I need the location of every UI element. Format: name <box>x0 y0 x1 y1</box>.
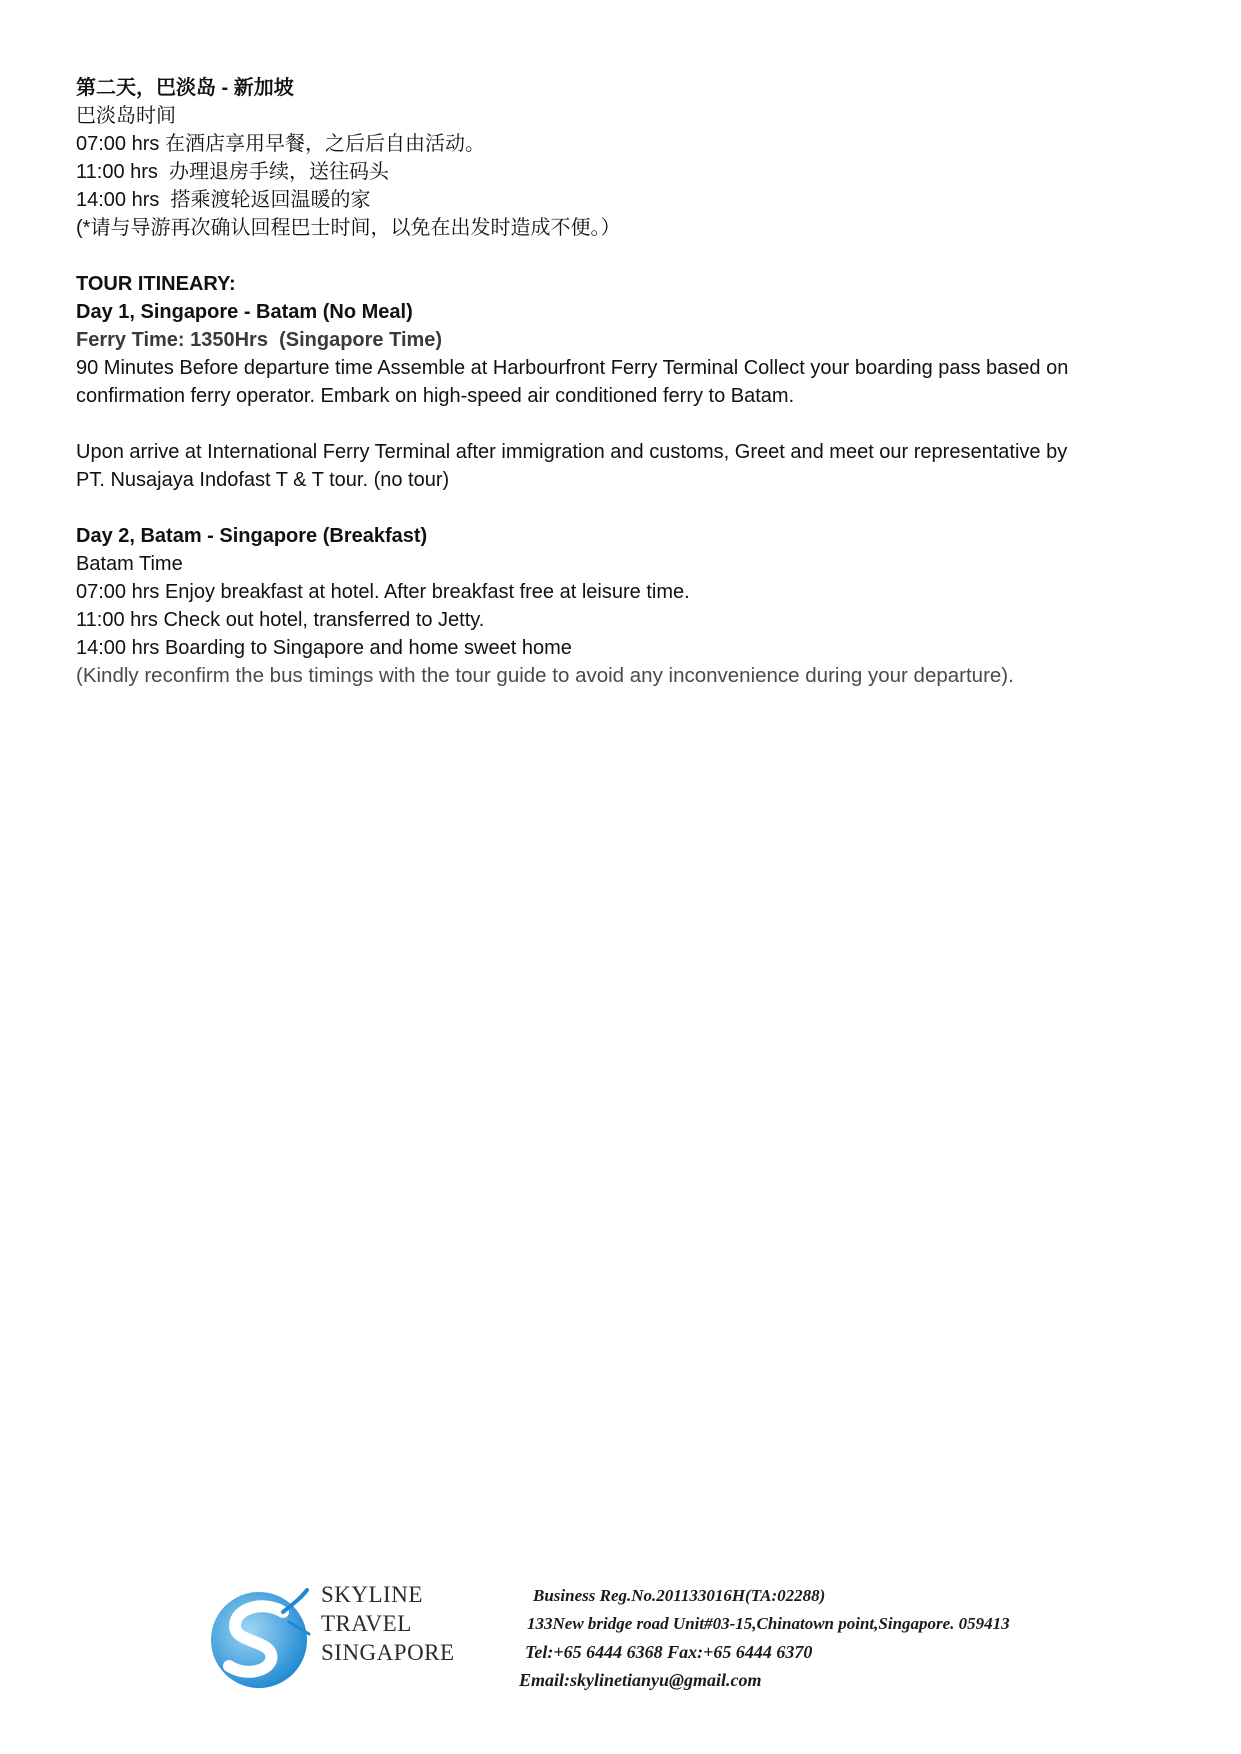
chinese-time-zone: 巴淡岛时间 <box>76 105 176 127</box>
business-details <box>515 1582 1010 1694</box>
day1-paragraph-line: 90 Minutes Before departure time Assemble at Harbourfront Ferry Terminal Collect your boarding pass based on <box>76 357 1069 379</box>
day2-note: (Kindly reconfirm the bus timings with the tour guide to avoid any inconvenience during your departure). <box>76 664 1014 687</box>
chinese-item: 07:00 hrs 在酒店享用早餐，之后后自由活动。 <box>76 133 485 155</box>
day2-time-zone: Batam Time <box>76 553 183 575</box>
day1-paragraph-line: PT. Nusajaya Indofast T & T tour. (no tour) <box>76 469 450 491</box>
business-address: 133New bridge road Unit#03-15,Chinatown point,Singapore. 059413 <box>527 1614 1010 1633</box>
chinese-note: (*请与导游再次确认回程巴士时间，以免在出发时造成不便。） <box>76 217 621 239</box>
dragon-logo-icon <box>205 1582 317 1694</box>
phone-fax: Tel:+65 6444 6368 Fax:+65 6444 6370 <box>525 1642 813 1662</box>
day1-title: Day 1, Singapore - Batam (No Meal) <box>76 301 413 323</box>
brand-line: SINGAPORE <box>321 1640 455 1665</box>
chinese-day2-title: 第二天，巴淡岛 - 新加坡 <box>76 77 294 99</box>
day2-item: 07:00 hrs Enjoy breakfast at hotel. After breakfast free at leisure time. <box>76 581 690 603</box>
brand-line: TRAVEL <box>321 1611 412 1636</box>
day1-paragraph-line: Upon arrive at International Ferry Terminal after immigration and customs, Greet and meet our representative by <box>76 441 1068 463</box>
ferry-time: Ferry Time: 1350Hrs (Singapore Time) <box>76 329 443 351</box>
brand-line: SKYLINE <box>321 1582 423 1607</box>
tour-itinerary-heading: TOUR ITINEARY: <box>76 273 236 295</box>
email: Email:skylinetianyu@gmail.com <box>519 1670 762 1690</box>
day1-paragraph-line: confirmation ferry operator. Embark on high-speed air conditioned ferry to Batam. <box>76 385 795 407</box>
brand-name <box>321 1580 455 1667</box>
itinerary-content <box>76 74 1176 690</box>
chinese-item: 14:00 hrs 搭乘渡轮返回温暖的家 <box>76 189 371 211</box>
business-reg: Business Reg.No.201133016H(TA:02288) <box>533 1586 826 1605</box>
day2-item: 14:00 hrs Boarding to Singapore and home sweet home <box>76 637 572 659</box>
day2-title: Day 2, Batam - Singapore (Breakfast) <box>76 525 428 547</box>
company-footer <box>205 1572 1105 1702</box>
day2-item: 11:00 hrs Check out hotel, transferred to Jetty. <box>76 609 485 631</box>
chinese-item: 11:00 hrs 办理退房手续，送往码头 <box>76 161 390 183</box>
